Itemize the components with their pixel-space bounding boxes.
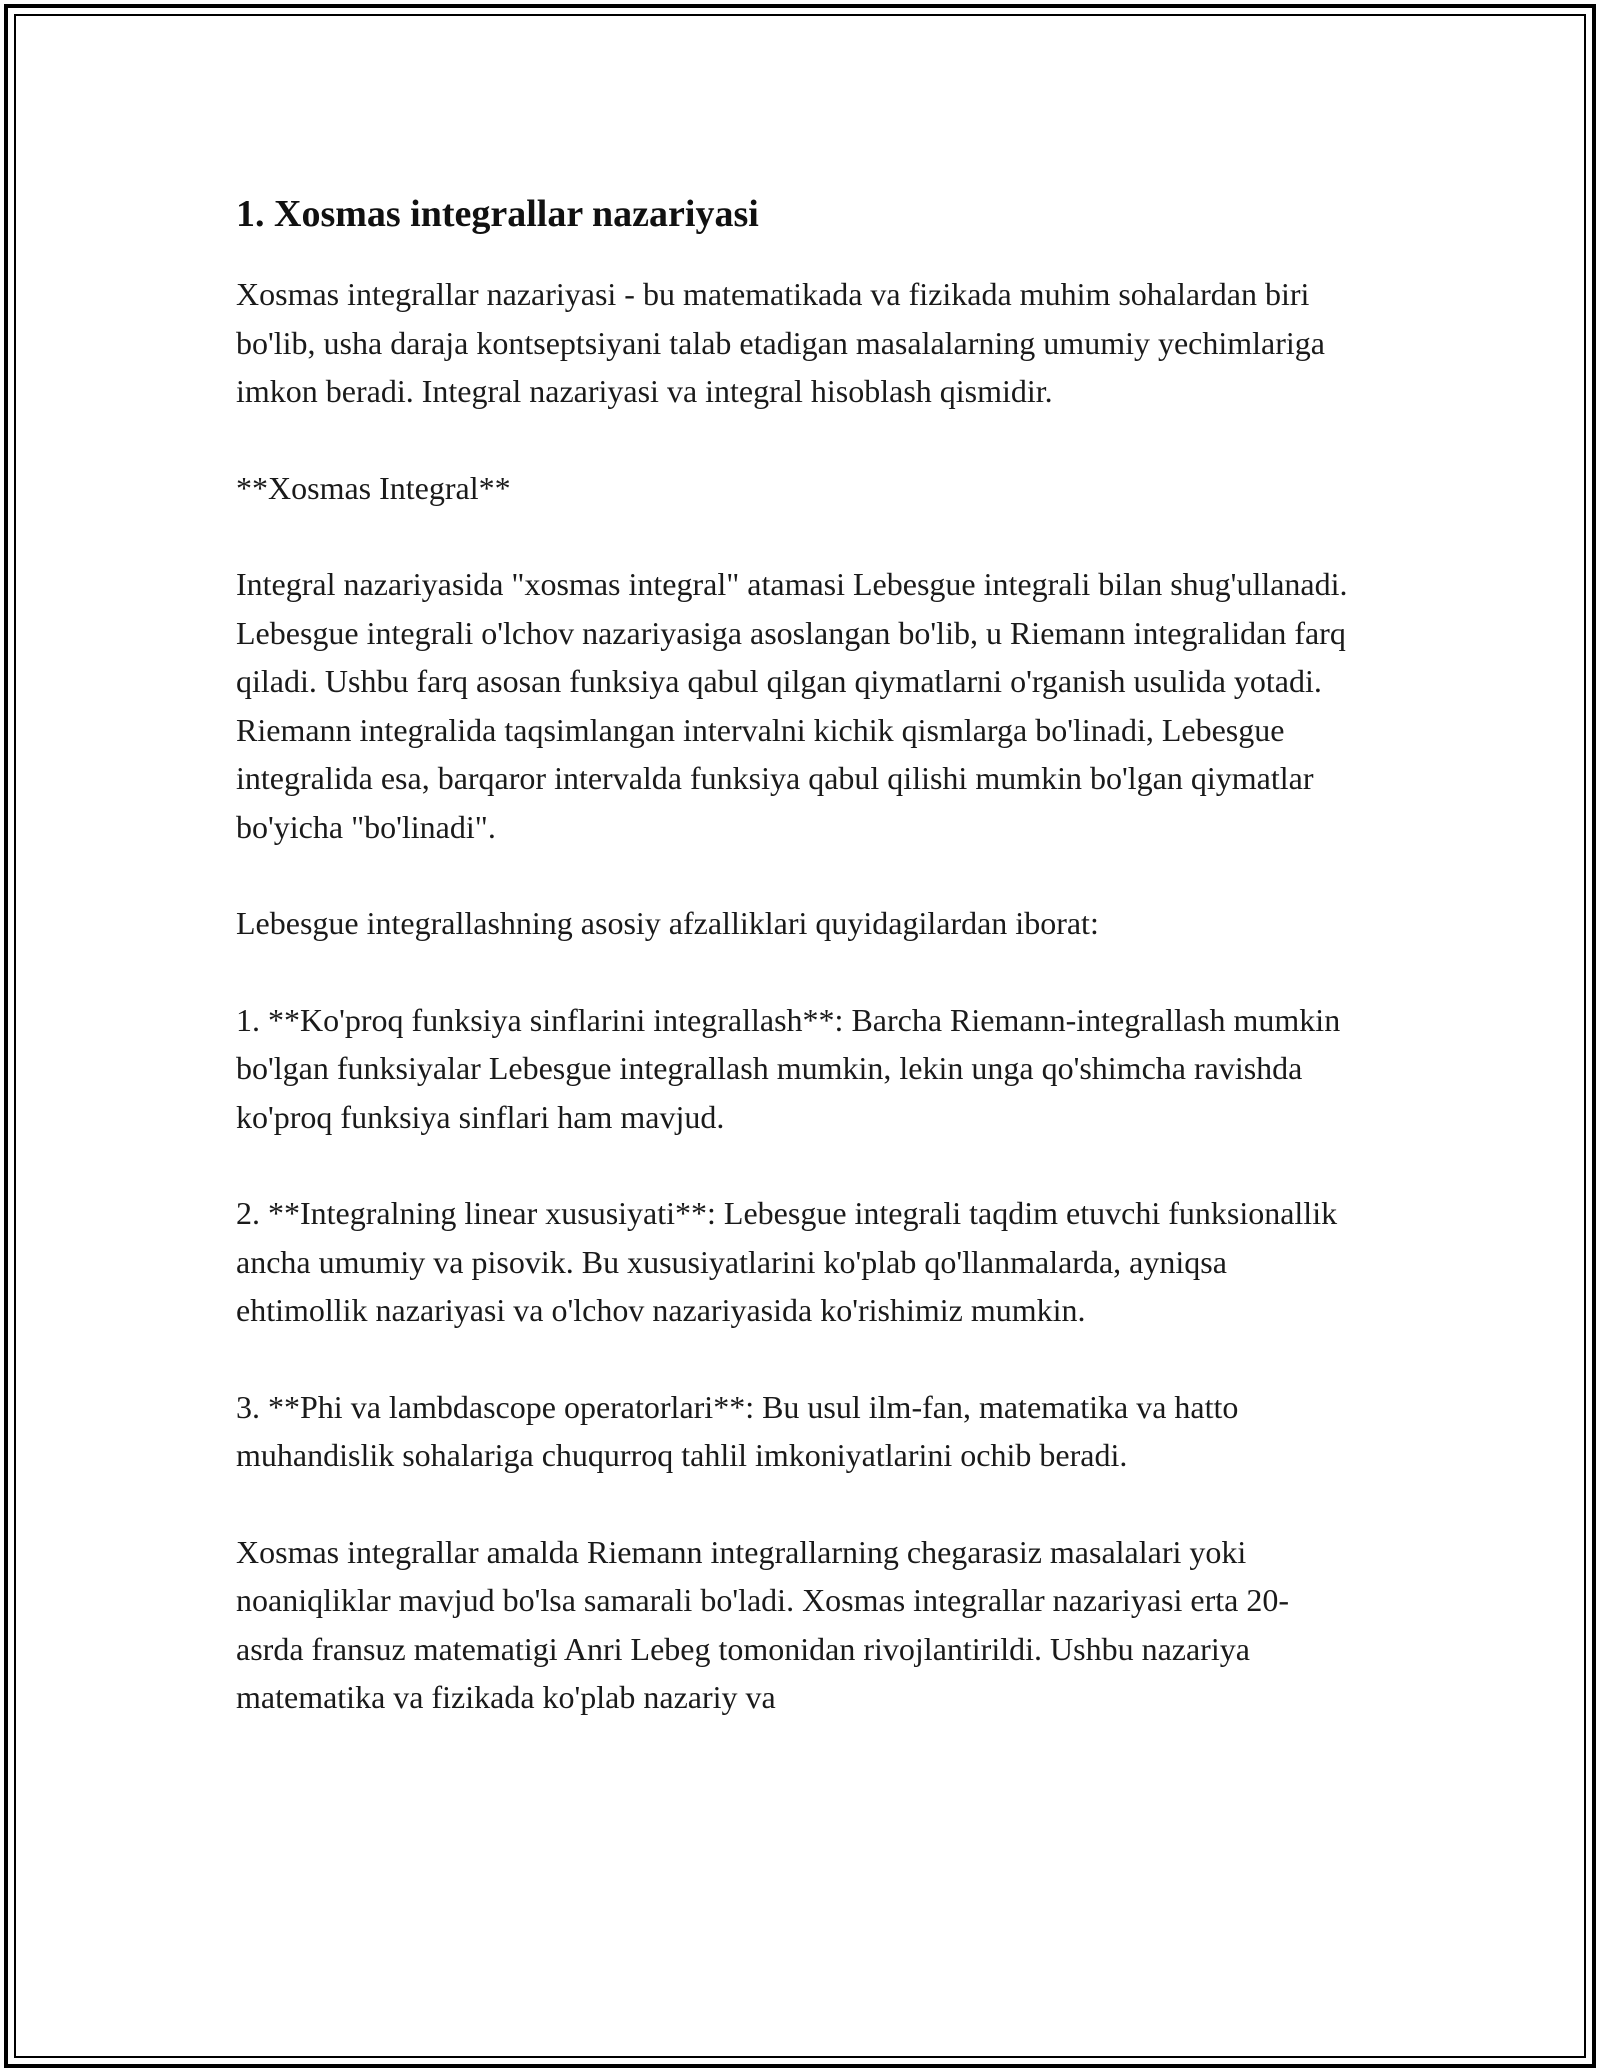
list-item-3: 3. **Phi va lambdascope operatorlari**: Bu usul ilm-fan, matematika va hatto muhandislik sohalariga chuqurroq tahlil imkoniyatlarini ochib beradi. [236, 1388, 1239, 1473]
document-body [236, 186, 1356, 1770]
list-item-2: 2. **Integralning linear xususiyati**: Lebesgue integrali taqdim etuvchi funksionallik ancha umumiy va pisovik. Bu xususiyatlarini ko'plab qo'llanmalarda, ayniqsa ehtimollik nazariyasi va o'lchov nazariyasida ko'rishimiz mumkin. [236, 1195, 1338, 1328]
subheading-paragraph: **Xosmas Integral** [236, 469, 511, 506]
section-heading: 1. Xosmas integrallar nazariyasi [236, 193, 759, 235]
closing-paragraph: Xosmas integrallar amalda Riemann integrallarning chegarasiz masalalari yoki noaniqliklar mavjud bo'lsa samarali bo'ladi. Xosmas integrallar nazariyasi erta 20-asrda fransuz matematigi Anri Lebeg tomonidan rivojlantirildi. Ushbu nazariya matematika va fizikada ko'plab nazariy va [236, 1533, 1289, 1715]
list-item-1: 1. **Ko'proq funksiya sinflarini integrallash**: Barcha Riemann-integrallash mumkin bo'lgan funksiyalar Lebesgue integrallash mumkin, lekin unga qo'shimcha ravishda ko'proq funksiya sinflari ham mavjud. [236, 1001, 1341, 1135]
list-intro-paragraph: Lebesgue integrallashning asosiy afzalliklari quyidagilardan iborat: [236, 905, 1099, 941]
intro-paragraph: Xosmas integrallar nazariyasi - bu matematikada va fizikada muhim sohalardan biri bo'lib, usha daraja kontseptsiyani talab etadigan masalalarning umumiy yechimlariga imkon beradi. Integral nazariyasi va integral hisoblash qismidir. [236, 276, 1325, 409]
body-paragraph: Integral nazariyasida "xosmas integral" atamasi Lebesgue integrali bilan shug'ullanadi. Lebesgue integrali o'lchov nazariyasiga asoslangan bo'lib, u Riemann integralidan farq qiladi. Ushbu farq asosan funksiya qabul qilgan qiymatlarni o'rganish usulida yotadi. Riemann integralida taqsimlangan intervalni kichik qismlarga bo'linadi, Lebesgue integralida esa, barqaror intervalda funksiya qabul qilishi mumkin bo'lgan qiymatlar bo'yicha "bo'linadi". [236, 566, 1348, 845]
